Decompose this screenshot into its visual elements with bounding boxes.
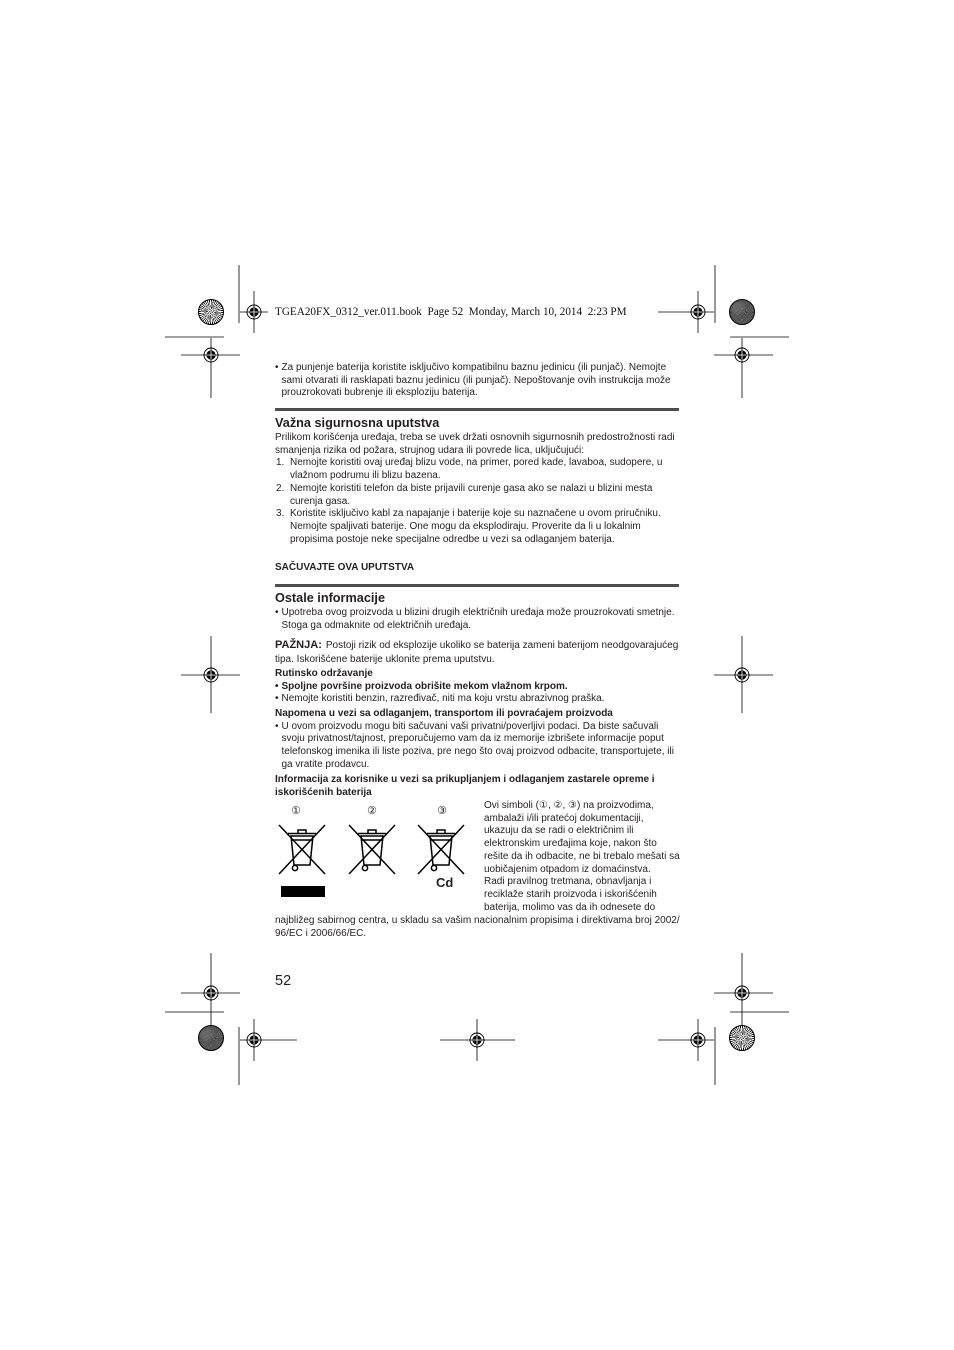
starburst-mark: [729, 299, 755, 325]
registration-mark: [440, 1019, 515, 1061]
bullet-text-line: prouzrokovati bubrenje ili eksploziju baterija.: [281, 387, 478, 399]
weee-heading: [275, 774, 655, 799]
weee-explanation-continued: [275, 915, 680, 940]
registration-mark: [181, 636, 240, 713]
maintenance-item-text: Spoljne površine proizvoda obrišite mekom vlažnom krpom.: [281, 680, 568, 692]
disposal-note: [275, 708, 674, 772]
weee-heading-line: iskorišćenih baterija: [275, 786, 372, 798]
book-info-header: TGEA20FX_0312_ver.011.book Page 52 Monday, March 10, 2014 2:23 PM: [275, 306, 627, 318]
bullet-text-line: sami otvarati ili rasklapati baznu jedinicu (ili punjač). Nepoštovanje ovih instrukcija može: [281, 374, 671, 386]
other-info-heading: Ostale informacije: [275, 591, 385, 605]
bullet-text-line: Stoga ga odmaknite od električnih uređaja.: [281, 619, 472, 631]
bullet-text: [282, 362, 671, 400]
item-text-line: Nemojte koristiti telefon da biste prijavili curenje gasa ako se nalazi u blizini mesta: [290, 482, 653, 494]
weee-explanation-line: rešite da ih odbacite, ne bi trebalo mešati sa: [484, 850, 680, 862]
bullet-text: [282, 607, 675, 632]
weee-explanation-line: elektronskim uređajima koje, nakon što: [484, 838, 657, 850]
bullet-item: [275, 362, 671, 400]
starburst-mark: [729, 1025, 755, 1051]
section-divider: [275, 584, 679, 587]
weee-heading-line: Informacija za korisnike u vezi sa prikupljanjem i odlaganjem zastarele opreme i: [275, 774, 655, 785]
item-text-line: Nemojte koristiti ovaj uređaj blizu vode, na primer, pored kade, lavaboa, sudopere, u: [290, 457, 663, 469]
crossed-out-wheelie-bin-icon: [415, 821, 467, 878]
weee-explanation-line: ambalaži i/ili pratećoj dokumentaciji,: [484, 812, 644, 824]
bullet-text-line: telefonskog imenika ili liste poziva, pre nego što ovaj proizvod odbacite, transportujete, ili: [281, 746, 674, 758]
bullet-text-line: Upotreba ovog proizvoda u blizini drugih električnih uređaja može prouzrokovati smetnje.: [281, 607, 675, 618]
safety-heading: Važna sigurnosna uputstva: [275, 416, 440, 430]
weee-explanation-line: baterija, molimo vas da ih odnesete do: [484, 901, 656, 913]
registration-mark: [658, 1019, 714, 1061]
weee-explanation: [484, 800, 680, 914]
bullet-symbol: •: [275, 720, 279, 732]
bullet-symbol: •: [275, 693, 279, 705]
weee-explanation-line: ukazuju da se radi o električnim ili: [484, 825, 634, 837]
weee-explanation-line: 96/EC i 2006/66/EC.: [275, 927, 367, 939]
battery-charging-note: [275, 362, 671, 400]
item-number: 1.: [276, 457, 285, 469]
starburst-mark: [198, 1025, 224, 1051]
maintenance-item: [275, 693, 604, 706]
item-text-line: propisima postoje neke specijalne odredbe u vezi sa odlaganjem baterija.: [290, 533, 615, 545]
symbol-number-3: ③: [437, 804, 447, 817]
routine-maintenance: [275, 668, 604, 706]
weee-explanation-line: najbližeg sabirnog centra, u skladu sa vašim nacionalnim propisima i direktivama broj 2002/: [275, 915, 680, 926]
registration-mark: [181, 953, 240, 1030]
caution-note: [275, 638, 678, 667]
registration-mark: [240, 291, 268, 333]
safety-item-3: [275, 508, 675, 546]
safety-intro-line: smanjenja rizika od požara, strujnog udara ili povrede lica, uključujući:: [275, 444, 585, 456]
bullet-symbol: •: [275, 680, 279, 692]
crossed-out-wheelie-bin-icon: [276, 821, 328, 878]
bullet-text-line: svoju privatnost/tajnost, preporučujemo vam da iz memorije izbrišete informacije poput: [281, 733, 664, 745]
starburst-mark: [198, 299, 224, 325]
bullet-text-line: Za punjenje baterija koristite isključivo kompatibilnu baznu jedinicu (ili punjač). Nemojte: [281, 362, 667, 373]
bullet-text-line: ga vratite prodavcu.: [281, 758, 370, 770]
registration-mark: [714, 338, 773, 398]
maintenance-item: [275, 681, 604, 694]
black-bar-mark: [281, 886, 325, 897]
disposal-heading: Napomena u vezi sa odlaganjem, transportom ili povraćajem proizvoda: [275, 708, 613, 719]
caution-text: Postoji rizik od eksplozije ukoliko se baterija zameni baterijom neodgovarajućeg: [325, 640, 679, 651]
registration-mark: [658, 291, 714, 333]
symbol-number-1: ①: [291, 804, 301, 817]
item-text-line: vlažnom podrumu ili blizu bazena.: [290, 470, 441, 482]
item-number: 3.: [276, 508, 285, 520]
item-text-line: curenja gasa.: [290, 495, 351, 507]
item-number: 2.: [276, 482, 285, 494]
safety-intro: [275, 432, 675, 457]
weee-explanation-line: Radi pravilnog tretmana, obnavljanja i: [484, 876, 652, 888]
registration-mark: [714, 953, 773, 1030]
item-text: [290, 508, 661, 546]
safety-instructions: [275, 432, 675, 546]
bullet-symbol: •: [275, 607, 279, 618]
safety-intro-line: Prilikom korišćenja uređaja, treba se uvek držati osnovnih sigurnosnih predostrožnosti radi: [275, 432, 675, 443]
safety-item-1: [275, 457, 675, 482]
interference-note: [275, 607, 675, 632]
registration-mark: [181, 338, 240, 398]
section-divider: [275, 408, 679, 411]
bullet-text-line: U ovom proizvodu mogu biti sačuvani vaši privatni/poverljivi podaci. Da biste sačuvali: [281, 720, 659, 732]
item-text: [290, 483, 652, 508]
bullet-item: [275, 607, 675, 632]
caution-label: PAŽNJA:: [275, 639, 322, 651]
weee-explanation-line: Ovi simboli (①, ②, ③) na proizvodima,: [484, 800, 654, 811]
bullet-item: [275, 721, 674, 772]
weee-explanation-line: uobičajenim otpadom iz domaćinstva.: [484, 863, 651, 875]
bullet-text: [282, 721, 674, 772]
page-number: 52: [275, 973, 292, 989]
item-text: [290, 457, 662, 482]
maintenance-heading: Rutinsko održavanje: [275, 668, 373, 679]
safety-item-2: [275, 483, 675, 508]
item-text-line: Koristite isključivo kabl za napajanje i baterije koje su naznačene u ovom priručniku.: [290, 508, 661, 520]
maintenance-item-text: Nemojte koristiti benzin, razređivač, niti ma koju vrstu abrazivnog praška.: [281, 693, 605, 705]
crossed-out-wheelie-bin-icon: [346, 821, 398, 878]
item-text-line: Nemojte spaljivati baterije. One mogu da eksplodiraju. Proverite da li u lokalnim: [290, 520, 641, 532]
save-instructions-note: SAČUVAJTE OVA UPUTSTVA: [275, 562, 415, 573]
bullet-symbol: •: [275, 362, 279, 373]
symbol-number-2: ②: [367, 804, 377, 817]
registration-mark: [240, 1019, 297, 1061]
registration-mark: [714, 636, 773, 713]
caution-line: tipa. Iskorišćene baterije uklonite prema uputstvu.: [275, 654, 495, 665]
chemical-symbol: Cd: [436, 875, 454, 890]
caution-line: [275, 638, 678, 653]
weee-explanation-line: reciklaže starih proizvoda i iskorišćenih: [484, 888, 657, 900]
